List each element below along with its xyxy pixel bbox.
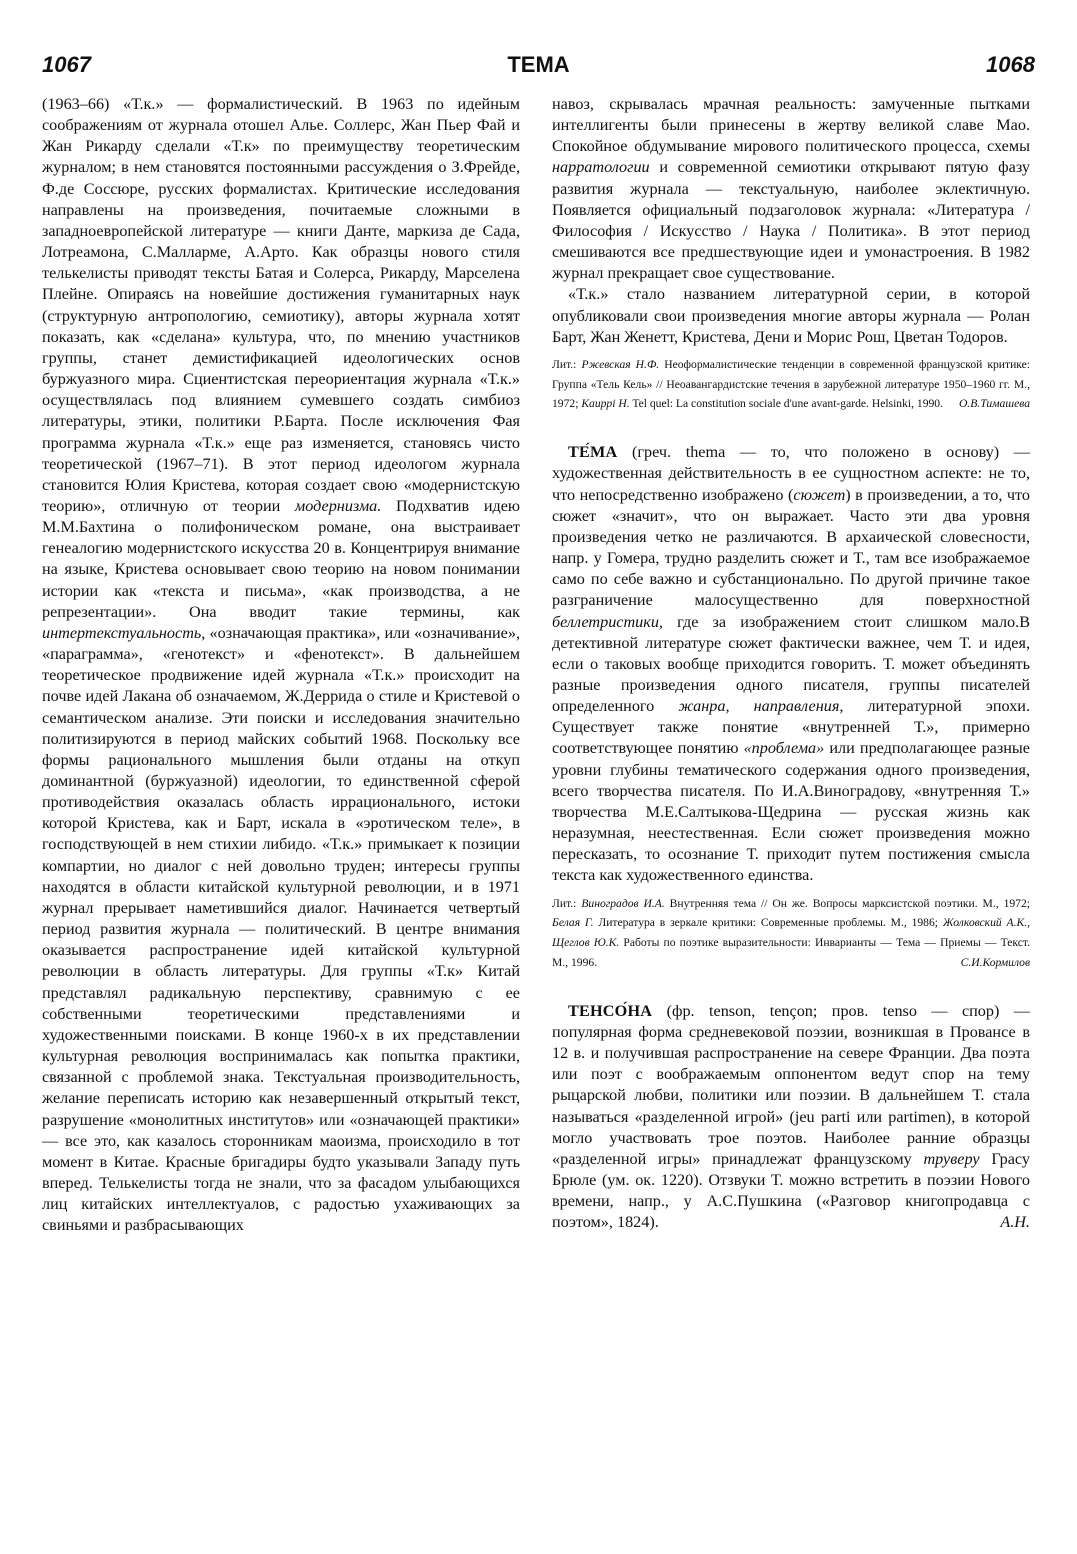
page-number-right: 1068 bbox=[986, 52, 1035, 77]
literature-references: Лит.: Виноградов И.А. Внутренняя тема // Он же. Вопросы марксистской поэтики. М., 1972; Белая Г. Литература в зеркале критики: Современные проблемы. М., 1986; Жолковский А.К., Щеглов Ю.К. Работы по поэтике выразительности: Инварианты — Тема — Приемы — Текст. М., 1996. С.И.Кормилов bbox=[552, 894, 1030, 973]
page-header bbox=[42, 52, 1035, 84]
entry-tema: ТЕ́МА (греч. thema — то, что положено в основу) — художественная действительность в ее сущностном аспекте: не то, что непосредственно изображено (сюжет) в произведении, а то, что сюжет «значит», что он выражает. Часто эти два уровня произведения четко не различаются. В архаической словесности, напр. у Гомера, трудно разделить сюжет и Т., там все изображаемое само по себе важно и субстанционально. По другой причине такое разграничение малосущественно для поверхностной беллетристики, где за изображением стоит слишком мало.В детективной литературе сюжет фактически важнее, чем Т. и идея, если о таковых вообще приходится говорить. Т. может объединять разные произведения одного писателя, группы писателей определенного жанра, направления, литературной эпохи. Существует также понятие «внутренней Т.», примерно соответствующее понятию «проблема» или предполагающее разные уровни глубины тематического содержания одного произведения, всего творчества писателя. По И.А.Виноградову, «внутренняя Т.» творчества М.Е.Салтыкова-Щедрина — русская жизнь как неразумная, неестественная. Если сюжет произведения можно пересказать, то осознание Т. приходит путем постижения смысла текста как художественного единства. bbox=[552, 443, 1030, 885]
article-author: А.Н. bbox=[1000, 1213, 1030, 1232]
continued-paragraph-end: навоз, скрывалась мрачная реальность: замученные пытками интеллигенты были принесены в жертву великой славе Мао. Спокойное обдумывание мирового политического процесса, схемы нарратологии и современной семиотики открывают пятую фазу развития журнала — текстуальную, наиболее эклектичную. Появляется официальный подзаголовок журнала: «Литература / Философия / Искусство / Наука / Политика». В этот период смешиваются все предшествующие идеи и умонастроения. В 1982 журнал прекращает свое существование. bbox=[552, 95, 1030, 283]
entry-headword: ТЕ́МА bbox=[568, 443, 618, 462]
entry-headword: ТЕНСО́НА bbox=[568, 1001, 653, 1020]
article-author: С.И.Кормилов bbox=[960, 955, 1030, 969]
literature-references: Лит.: Ржевская Н.Ф. Неоформалистические тенденции в современной французской критике: Группа «Тель Кель» // Неоавангардистские течения в зарубежной литературе 1950–1960 гг. М., 1972; Kauppi H. Tel quel: La constitution sociale d'une avant-garde. Helsinki, 1990. О.В.Тимашева bbox=[552, 355, 1030, 414]
series-paragraph: «Т.к.» стало названием литературной серии, в которой опубликовали свои произведения многие авторы журнала — Ролан Барт, Жан Женетт, Кристева, Дени и Морис Рош, Цветан Тодоров. bbox=[552, 285, 1030, 346]
entry-tensona: ТЕНСО́НА (фр. tenson, tençon; пров. tenso — спор) — популярная форма средневековой поэзии, возникшая в Провансе в 12 в. и получившая распространение на севере Франции. Два поэта или поэт с воображаемым оппонентом ведут спор на тему рыцарской любви, политики или поэзии. В дальнейшем Т. стала называться «разделенной игрой» (jeu parti или partimen), в которой могло участвовать трое поэтов. Наиболее ранние образцы «разделенной игры» принадлежат французскому труверу Грасу Брюле (ум. ок. 1220). Отзвуки Т. можно встретить в поэзии Нового времени, напр., у А.С.Пушкина («Разговор книгопродавца с поэтом», 1824). А.Н. bbox=[552, 1001, 1030, 1234]
running-head: ТЕМА bbox=[507, 52, 570, 77]
article-author: О.В.Тимашева bbox=[958, 397, 1030, 411]
continued-paragraph: (1963–66) «Т.к.» — формалистический. В 1963 по идейным соображениям от журнала отошел Алье. Соллерс, Жан Пьер Фай и Жан Рикарду сделали «Т.к» по преимуществу теоретическим журналом; в нем становятся постоянными рассуждения о З.Фрейде, Ф.де Соссюре, русских формалистах. Критические исследования направлены на произведения, почитаемые сложными в западноевропейской литературе — книги Данте, маркиза де Сада, Лотреамона, С.Малларме, А.Арто. Как образцы нового стиля телькелисты приводят тексты Батая и Солерса, Рикарду, Марселена Плейне. Опираясь на новейшие достижения гуманитарных наук (структурную антропологию, семиотику), авторы журнала хотят показать, как «сделана» культура, что, по мнению участников группы, станет демистификацией идеологических основ буржуазного мира. Сциентистская переориентация журнала «Т.к.» осуществлялась под влиянием сумевшего создать симбиоз литературы, этики, политики Р.Барта. После исключения Фая программа журнала «Т.к.» еще раз изменяется, становясь чисто теоретической (1967–71). В этот период идеологом журнала становится Юлия Кристева, которая создает свою «модернистскую теорию», отличную от теории модернизма. Подхватив идею М.М.Бахтина о полифоническом романе, она выстраивает генеалогию модернистского искусства 20 в. Концентрируя внимание на языке, Кристева основывает свою теорию на новом понимании истории как «текста и письма», «как производства, а не репрезентации». Она вводит такие термины, как интертекстуальность, «означающая практика», или «означивание», «параграмма», «генотекст» и «фенотекст». В дальнейшем теоретическое продвижение идей журнала «Т.к.» происходит на почве идей Лакана об означаемом, Ж.Деррида о стиле и Кристевой о семантическом анализе. Эти поиски и исследования значительно политизируются в период майских событий 1968. Поскольку все формы рационального мышления были отданы на откуп доминантной (буржуазной) идеологии, то единственной сферой противодействия оказалась область иррационального, истоки которой Кристева, как и Барт, искала в «эротическом теле», в господствующей в нем стихии либидо. «Т.к.» примыкает к позиции компартии, но диалог с ней довольно труден; интересы группы находятся в области китайской культурной революции, и в 1971 журнал прерывает наметившийся диалог. Начинается четвертый период развития журнала — политический. В центре внимания оказывается распространение идей китайской культурной революции в область литературы. Для группы «Т.к» Китай представлял радикальную перспективу, сравнимую с ее собственными теоретическими представлениями и художественными поисками. В конце 1960-х в их представлении культурная революция воспринималась как попытка практики, связанной с проблемой знака. Текстуальная производительность, желание переписать историю как незавершенный открытый текст, разрушение «монолитных институтов» или «означающей практики» — все это, как казалось сторонникам маоизма, происходило в тот момент в Китае. Красные бригадиры будто указывали Западу путь вперед. Телькелисты тогда не знали, что за фасадом улыбающихся лиц китайских интеллектуалов, с радостью ухаживающих за свиньями и разбрасывающих bbox=[42, 95, 520, 1235]
page-number-left: 1067 bbox=[42, 52, 91, 77]
left-column bbox=[42, 94, 520, 1236]
right-column bbox=[552, 94, 1030, 1233]
